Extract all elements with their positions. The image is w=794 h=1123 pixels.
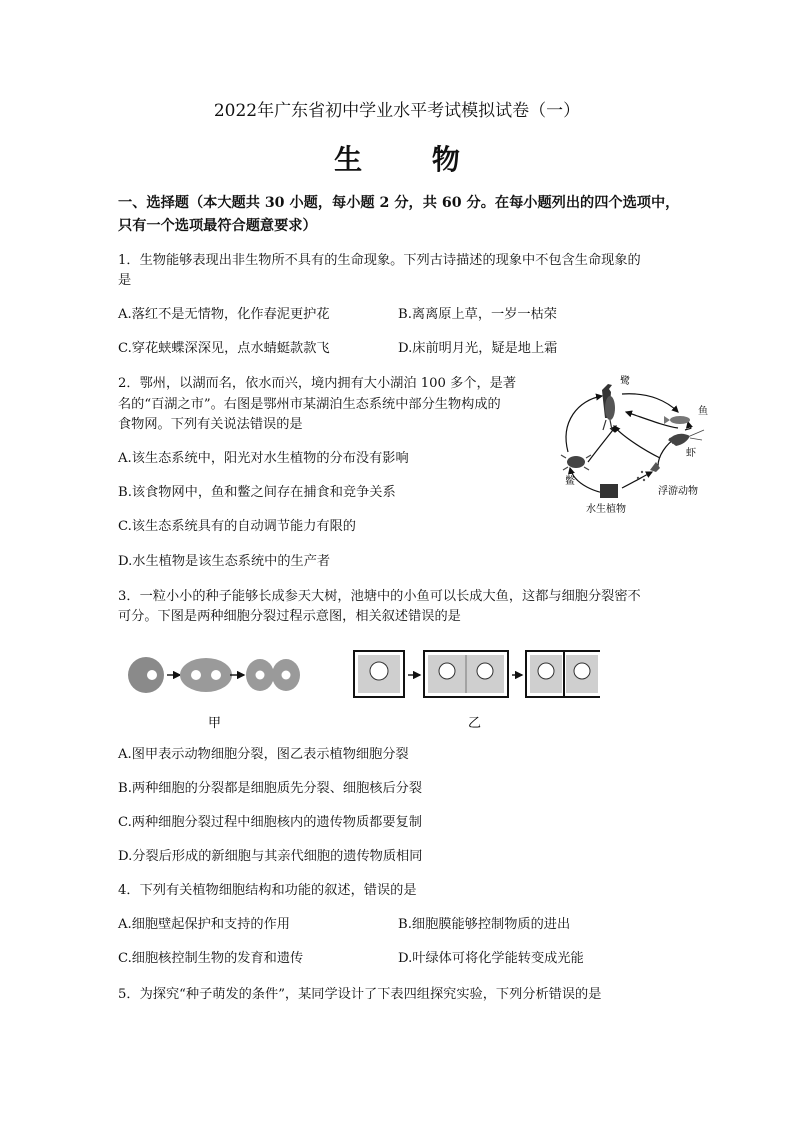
q1-stem-line1: 1．生物能够表现出非生物所不具有的生命现象。下列古诗描述的现象中不包含生命现象的	[118, 253, 641, 268]
label-heron: 鹭	[620, 376, 630, 387]
q4-option-a: A.细胞壁起保护和支持的作用	[118, 917, 290, 932]
plant-cell-2	[424, 651, 508, 697]
q3-option-c: C.两种细胞分裂过程中细胞核内的遗传物质都要复制	[118, 815, 422, 830]
heron-figure	[602, 384, 615, 430]
label-fish: 鱼	[698, 406, 708, 417]
plant-cell-3	[526, 651, 600, 697]
label-yi: 乙	[468, 716, 482, 731]
label-jia: 甲	[208, 716, 222, 731]
q4-option-b: B.细胞膜能够控制物质的进出	[398, 917, 571, 932]
shrimp-figure	[668, 430, 704, 446]
q3-stem-line1: 3．一粒小小的种子能够长成参天大树，池塘中的小鱼可以长成大鱼，这都与细胞分裂密不	[118, 589, 641, 604]
animal-cell-3	[246, 659, 300, 691]
subject-title: 生 物	[334, 143, 490, 176]
q2-option-b: B.该食物网中，鱼和鳖之间存在捕食和竞争关系	[118, 485, 396, 500]
label-plant: 水生植物	[586, 504, 626, 515]
q2-stem-line1: 2．鄂州，以湖而名，依水而兴，境内拥有大小湖泊 100 多个，是著	[118, 376, 517, 391]
turtle-figure	[561, 455, 591, 470]
q1-stem-line2: 是	[118, 273, 132, 288]
q1-option-b: B.离离原上草，一岁一枯荣	[398, 307, 557, 322]
plant-cell-1	[354, 651, 404, 697]
animal-cell-2	[180, 658, 232, 692]
q5-stem: 5．为探究“种子萌发的条件”，某同学设计了下表四组探究实验，下列分析错误的是	[118, 987, 602, 1002]
q2-option-d: D.水生植物是该生态系统中的生产者	[118, 554, 331, 569]
q3-option-b: B.两种细胞的分裂都是细胞质先分裂、细胞核后分裂	[118, 781, 423, 796]
label-turtle: 鳖	[565, 476, 575, 487]
q3-stem-line2: 可分。下图是两种细胞分裂过程示意图，相关叙述错误的是	[118, 609, 461, 624]
label-shrimp: 虾	[686, 448, 696, 459]
food-web-diagram	[540, 372, 720, 520]
label-plankton: 浮游动物	[658, 486, 698, 497]
q4-option-d: D.叶绿体可将化学能转变成光能	[398, 951, 584, 966]
section-heading: 一、选择题（本大题共 30 小题，每小题 2 分，共 60 分。在每小题列出的四个选项中，只有一个选项最符合题意要求）	[118, 195, 680, 234]
q3-option-a: A.图甲表示动物细胞分裂，图乙表示植物细胞分裂	[118, 747, 409, 762]
q1-option-c: C.穿花蛱蝶深深见，点水蜻蜓款款飞	[118, 341, 330, 356]
q4-stem: 4．下列有关植物细胞结构和功能的叙述，错误的是	[118, 883, 417, 898]
cell-division-diagram	[120, 645, 600, 731]
animal-cell-1	[128, 657, 164, 693]
q2-stem-line3: 食物网。下列有关说法错误的是	[118, 417, 303, 432]
aquatic-plant-figure	[600, 484, 618, 498]
fish-figure	[664, 416, 690, 424]
q1-option-d: D.床前明月光，疑是地上霜	[398, 341, 558, 356]
q4-option-c: C.细胞核控制生物的发育和遗传	[118, 951, 304, 966]
q2-option-c: C.该生态系统具有的自动调节能力有限的	[118, 519, 356, 534]
exam-title: 2022年广东省初中学业水平考试模拟试卷（一）	[213, 101, 581, 121]
q3-option-d: D.分裂后形成的新细胞与其亲代细胞的遗传物质相同	[118, 849, 423, 864]
q2-option-a: A.该生态系统中，阳光对水生植物的分布没有影响	[118, 451, 409, 466]
q1-option-a: A.落红不是无情物，化作春泥更护花	[118, 307, 330, 322]
q2-stem-line2: 名的“百湖之市”。右图是鄂州市某湖泊生态系统中部分生物构成的	[118, 397, 501, 412]
